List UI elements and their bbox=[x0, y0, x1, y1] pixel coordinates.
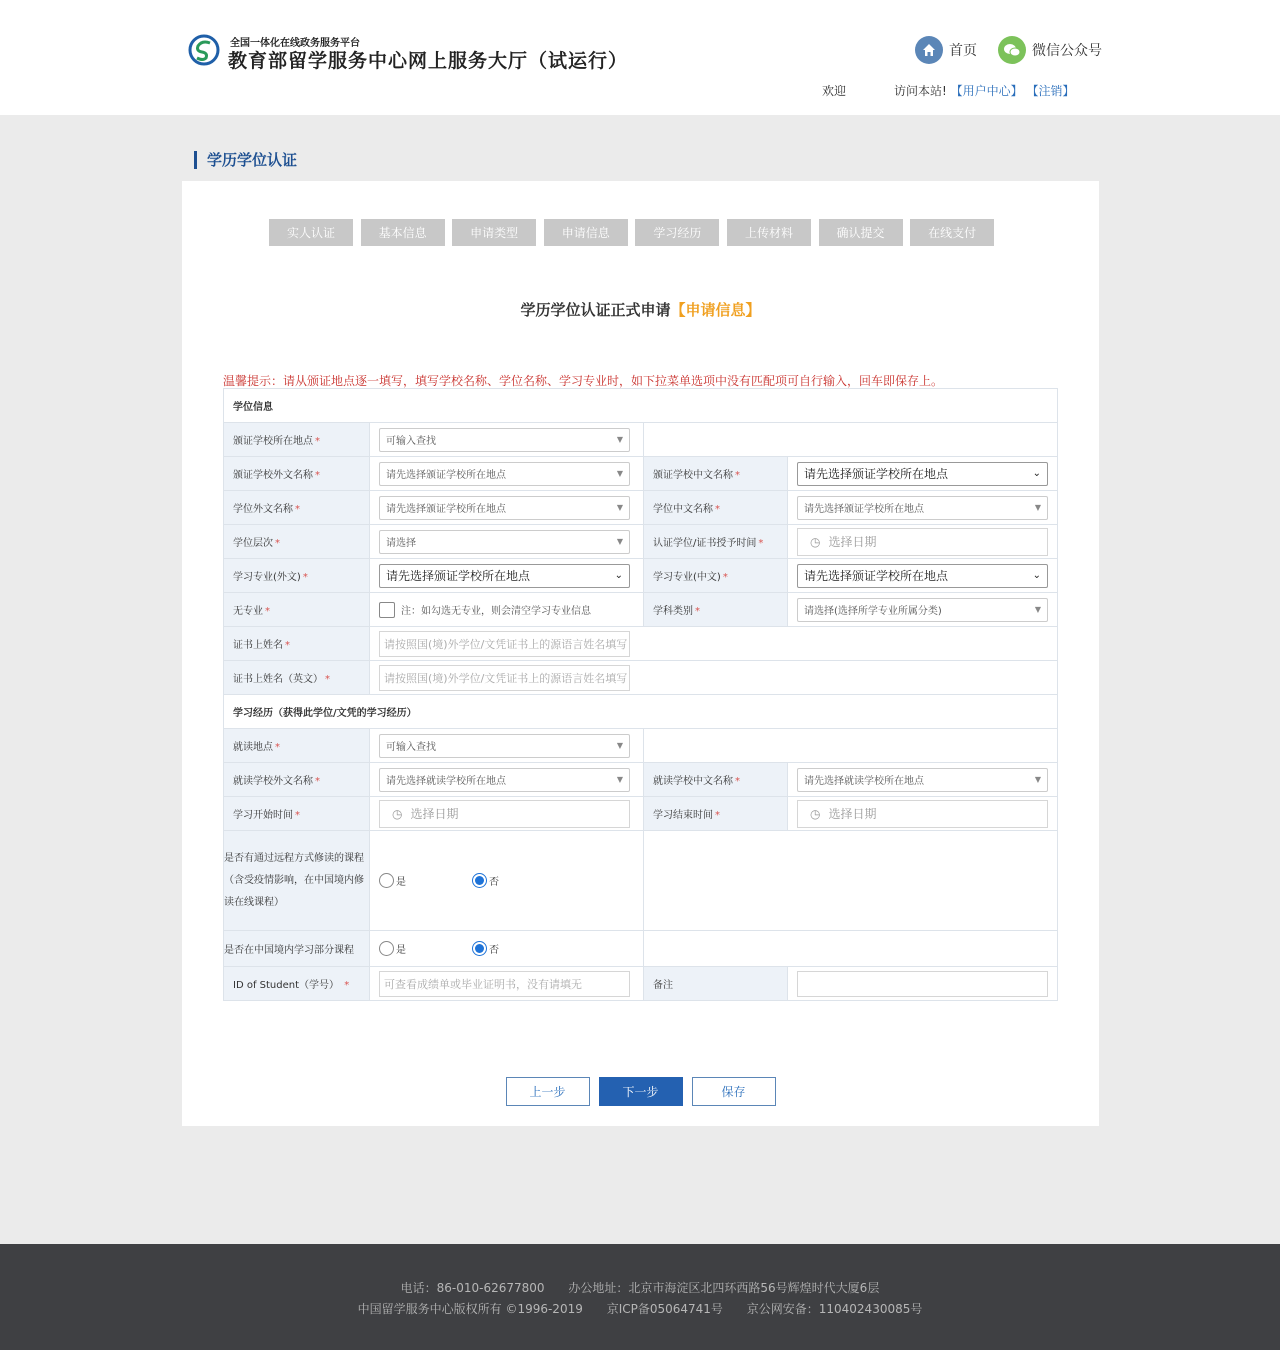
no-major-label: 无专业 * bbox=[224, 593, 370, 627]
major-cn-label: 学习专业(中文) * bbox=[644, 559, 788, 593]
major-foreign-label: 学习专业(外文) * bbox=[224, 559, 370, 593]
remote-courses-label: 是否有通过远程方式修读的课程（含受疫情影响，在中国境内修读在线课程） bbox=[224, 831, 370, 931]
form-buttons bbox=[182, 1077, 1099, 1106]
logout-link[interactable]: 【注销】 bbox=[1026, 84, 1075, 98]
welcome-bar bbox=[822, 82, 1075, 99]
degree-cn-label: 学位中文名称 * bbox=[644, 491, 788, 525]
degree-cn-select[interactable]: 请先选择颁证学校所在地点 ▼ bbox=[797, 496, 1048, 520]
no-major-note: 注：如勾选无专业，则会清空学习专业信息 bbox=[401, 606, 591, 617]
form-heading-highlight: 【申请信息】 bbox=[670, 301, 761, 319]
issue-location-label: 颁证学校所在地点 * bbox=[224, 423, 370, 457]
major-foreign-select[interactable]: 请先选择颁证学校所在地点 ⌄ bbox=[379, 564, 630, 588]
footer-address: 办公地址：北京市海淀区北四环西路56号辉煌时代大厦6层 bbox=[568, 1281, 880, 1295]
site-footer bbox=[0, 1244, 1280, 1350]
step-tab[interactable]: 确认提交 bbox=[819, 219, 903, 246]
remark-label: 备注 bbox=[644, 967, 788, 1001]
step-tab[interactable]: 实人认证 bbox=[269, 219, 353, 246]
welcome-suffix: 访问本站! bbox=[894, 84, 947, 98]
in-china-label: 是否在中国境内学习部分课程 bbox=[224, 931, 370, 967]
degree-level-label: 学位层次 * bbox=[224, 525, 370, 559]
footer-phone: 电话：86-010-62677800 bbox=[400, 1281, 545, 1295]
cert-name-input[interactable]: 请按照国(境)外学位/文凭证书上的源语言姓名填写 bbox=[379, 631, 630, 657]
chevron-down-icon: ▼ bbox=[616, 469, 623, 478]
chevron-down-icon: ▼ bbox=[1034, 775, 1041, 784]
footer-police[interactable]: 京公网安备：110402430085号 bbox=[746, 1302, 923, 1316]
prev-button[interactable]: 上一步 bbox=[506, 1077, 590, 1106]
chevron-down-icon: ⌄ bbox=[1032, 468, 1041, 479]
application-form: 学位信息 颁证学校所在地点 * 可输入查找 ▼ 颁证学校外文名称 * 请先选择颁证学校所在地点 ▼ 颁证学校中文名称 * 请先选择颁证学校所在地点 ⌄ 学位外文名称 * 请先选择颁证学校所在地点 ▼ 学位中文名称 * 请先选择颁证学校所在地点 ▼ 学位层次 * 请选择 ▼ 认证学位/证书授予时间 * ◷ 选择日期 学习专业(外文) * 请先选择颁证学校所在地点 ⌄ 学习专业(中文) * 请先选择颁证学校所在地点 ⌄ 无专业 * 注：如勾选无专业，则会清空学习专业信息 学科类别 * 请选择(选择所学专业所属分类) ▼ 证书上姓名 * 请按照国(境)外学位/文凭证书上的源语言姓名填写 证书上姓名（英文） * 请按照国(境)外学位/文凭证书上的源语言姓名填写 学习经历（获得此学位/文凭的学习经历） 就读地点 * 可输入查找 ▼ 就读学校外文名称 * 请先选择就读学校所在地点 ▼ 就读学校中文名称 * 请先选择就读学校所在地点 ▼ 学习开始时间 * ◷ 选择日期 学习结束时间 * ◷ 选择日期 是否有通过远程方式修读的课程（含受疫情影响，在中国境内修读在线课程） 是 否 是否在中国境内学习部分课程 是 否 ID of Student（学号） * 可查看成绩单或毕业证明书，没有请填无 备注 bbox=[223, 388, 1058, 1001]
school-foreign-select[interactable]: 请先选择颁证学校所在地点 ▼ bbox=[379, 462, 630, 486]
study-school-cn-label: 就读学校中文名称 * bbox=[644, 763, 788, 797]
chevron-down-icon: ▼ bbox=[616, 741, 623, 750]
form-heading bbox=[182, 299, 1099, 320]
footer-copyright: 中国留学服务中心版权所有 ©1996-2019 bbox=[357, 1302, 583, 1316]
study-location-label: 就读地点 * bbox=[224, 729, 370, 763]
chevron-down-icon: ▼ bbox=[616, 435, 623, 444]
chevron-down-icon: ▼ bbox=[616, 503, 623, 512]
site-header bbox=[0, 0, 1280, 115]
remote-yes-radio[interactable] bbox=[379, 873, 394, 888]
subject-label: 学科类别 * bbox=[644, 593, 788, 627]
next-button[interactable]: 下一步 bbox=[599, 1077, 683, 1106]
wechat-icon bbox=[998, 36, 1026, 64]
chevron-down-icon: ▼ bbox=[1034, 605, 1041, 614]
end-date-label: 学习结束时间 * bbox=[644, 797, 788, 831]
chevron-down-icon: ▼ bbox=[1034, 503, 1041, 512]
student-id-input[interactable]: 可查看成绩单或毕业证明书，没有请填无 bbox=[379, 971, 630, 997]
award-date-picker[interactable]: ◷ 选择日期 bbox=[797, 528, 1048, 556]
school-foreign-label: 颁证学校外文名称 * bbox=[224, 457, 370, 491]
cert-name-en-input[interactable]: 请按照国(境)外学位/文凭证书上的源语言姓名填写 bbox=[379, 665, 630, 691]
issue-location-cell bbox=[370, 423, 644, 457]
step-tab[interactable]: 申请类型 bbox=[452, 219, 536, 246]
home-icon bbox=[915, 36, 943, 64]
chevron-down-icon: ▼ bbox=[616, 537, 623, 546]
nav-wechat-link[interactable] bbox=[998, 36, 1102, 64]
step-tabs bbox=[269, 219, 1002, 246]
student-id-label: ID of Student（学号） * bbox=[224, 967, 370, 1001]
nav-wechat-label: 微信公众号 bbox=[1032, 43, 1102, 59]
nav-home-label: 首页 bbox=[949, 43, 977, 59]
welcome-prefix: 欢迎 bbox=[822, 84, 847, 98]
chevron-down-icon: ⌄ bbox=[1032, 570, 1041, 581]
remark-input[interactable] bbox=[797, 971, 1048, 997]
site-logo-icon bbox=[188, 34, 220, 66]
cert-name-en-label: 证书上姓名（英文） * bbox=[224, 661, 370, 695]
school-cn-select[interactable]: 请先选择颁证学校所在地点 ⌄ bbox=[797, 462, 1048, 486]
step-tab[interactable]: 申请信息 bbox=[544, 219, 628, 246]
end-date-picker[interactable]: ◷ 选择日期 bbox=[797, 800, 1048, 828]
user-center-link[interactable]: 【用户中心】 bbox=[950, 84, 1023, 98]
school-cn-label: 颁证学校中文名称 * bbox=[644, 457, 788, 491]
degree-foreign-label: 学位外文名称 * bbox=[224, 491, 370, 525]
step-tab[interactable]: 基本信息 bbox=[361, 219, 445, 246]
clock-icon: ◷ bbox=[392, 806, 403, 821]
in-china-yes-radio[interactable] bbox=[379, 941, 394, 956]
chevron-down-icon: ▼ bbox=[616, 775, 623, 784]
major-cn-select[interactable]: 请先选择颁证学校所在地点 ⌄ bbox=[797, 564, 1048, 588]
in-china-no-radio[interactable] bbox=[472, 941, 487, 956]
start-date-label: 学习开始时间 * bbox=[224, 797, 370, 831]
clock-icon: ◷ bbox=[810, 534, 821, 549]
form-heading-text: 学历学位认证正式申请 bbox=[520, 301, 671, 319]
platform-name: 全国一体化在线政务服务平台 bbox=[230, 38, 360, 49]
warm-tip: 温馨提示：请从颁证地点逐一填写，填写学校名称、学位名称、学习专业时，如下拉菜单选项中没有匹配项可自行输入，回车即保存上。 bbox=[223, 374, 944, 388]
chevron-down-icon: ⌄ bbox=[614, 570, 623, 581]
start-date-picker[interactable]: ◷ 选择日期 bbox=[379, 800, 630, 828]
nav-home-link[interactable] bbox=[915, 36, 977, 64]
step-tab[interactable]: 学习经历 bbox=[635, 219, 719, 246]
section-title: 学历学位认证 bbox=[194, 151, 297, 169]
step-tab[interactable]: 在线支付 bbox=[910, 219, 994, 246]
study-school-foreign-label: 就读学校外文名称 * bbox=[224, 763, 370, 797]
study-section-header: 学习经历（获得此学位/文凭的学习经历） bbox=[224, 695, 1058, 729]
degree-foreign-select[interactable]: 请先选择颁证学校所在地点 ▼ bbox=[379, 496, 630, 520]
save-button[interactable]: 保存 bbox=[692, 1077, 776, 1106]
remote-no-radio[interactable] bbox=[472, 873, 487, 888]
study-school-cn-select[interactable]: 请先选择就读学校所在地点 ▼ bbox=[797, 768, 1048, 792]
degree-section-header: 学位信息 bbox=[224, 389, 1058, 423]
issue-location-select[interactable]: 可输入查找 ▼ bbox=[379, 428, 630, 452]
clock-icon: ◷ bbox=[810, 806, 821, 821]
study-school-foreign-select[interactable]: 请先选择就读学校所在地点 ▼ bbox=[379, 768, 630, 792]
step-tab[interactable]: 上传材料 bbox=[727, 219, 811, 246]
award-date-label: 认证学位/证书授予时间 * bbox=[644, 525, 788, 559]
no-major-checkbox[interactable] bbox=[379, 602, 395, 618]
subject-select[interactable]: 请选择(选择所学专业所属分类) ▼ bbox=[797, 598, 1048, 622]
cert-name-label: 证书上姓名 * bbox=[224, 627, 370, 661]
degree-level-select[interactable]: 请选择 ▼ bbox=[379, 530, 630, 554]
study-location-select[interactable]: 可输入查找 ▼ bbox=[379, 734, 630, 758]
footer-icp[interactable]: 京ICP备05064741号 bbox=[606, 1302, 723, 1316]
application-card bbox=[182, 181, 1099, 1126]
site-title: 教育部留学服务中心网上服务大厅（试运行） bbox=[228, 50, 629, 72]
